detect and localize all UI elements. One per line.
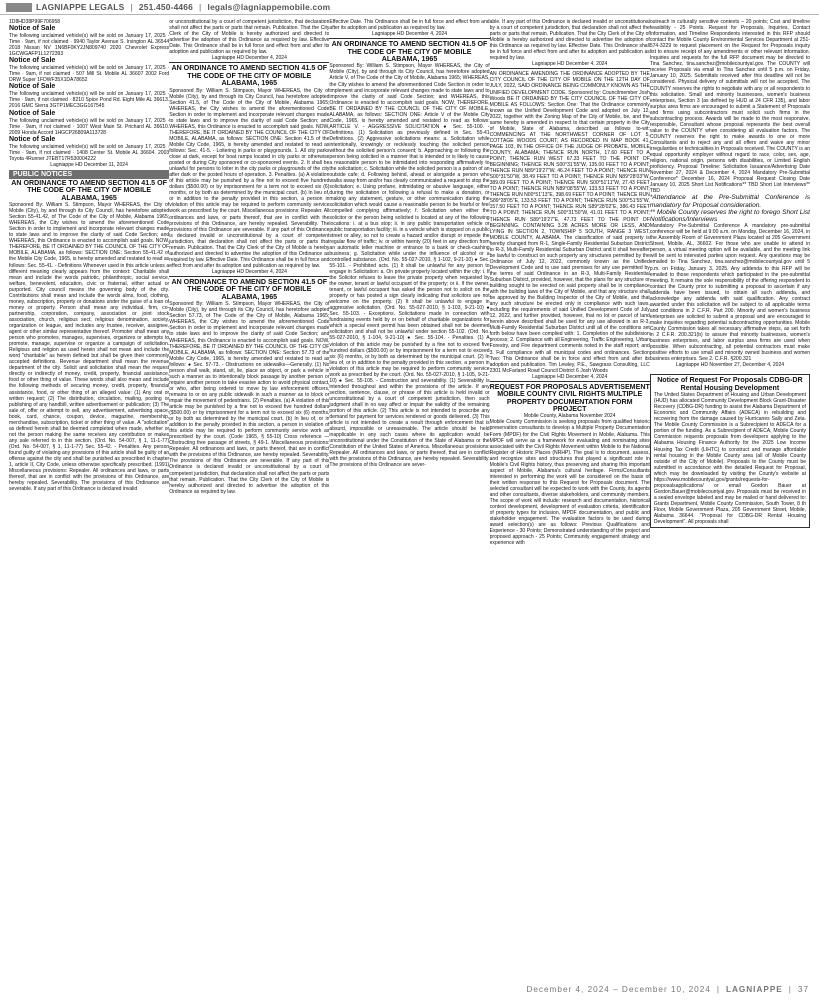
ordinance-body: Sponsored By: William S. Stimpson, Mayor WHEREAS, the City of Mobile (City), by and through its City Council, has heretofore adopted Section 41.5, of The Code of the City of Mobile, Alabama 1965; WHEREAS, the City wishes to amend the aforementioned Code Section in order to implement and incorporate relevant changes made to state laws and to improve the clarity of said Code Section; and WHEREAS, this Ordinance is enacted to accomplish said goals. NOW, THEREFORE, BE IT ORDAINED BY THE COUNCIL OF THE CITY OF MOBILE, ALABAMA, as follows: SECTION ONE: Section 41.5 of the Mobile City Code, 1965, is hereby amended and restated to read as follows: Sec. 41-5. - Loitering in parks or playgrounds. 1. All city parks close at dark, except for boat ramps located in city parks or otherwise posted or during City sponsored or co-sponsored events. 2. It shall be unlawful for persons to loiter in the city parks or playgrounds of the city after dark or the posted hours of operation. 3. Penalties. (a) A violation of this article may be punished by a fine not to exceed five hundred dollars ($500.00) or by imprisonment for a term not to exceed six (6) months, or by both as determined by the municipal court. (b) In lieu of, or in addition to the penalty provided in this section, a person in violation of this article may be required to perform community service work as prescribed by the court. Miscellaneous provisions: Repealer. All ordinances and laws, or parts thereof, that are in conflict with the provisions of this Ordinance, are hereby repealed. Severability. The provisions of this Ordinance are severable. If any part of this Ordinance is declared invalid or unconstitutional by a court of competent jurisdiction, that declaration shall not affect the parts or parts that remain. Publication. That the City Clerk of the City of Mobile is hereby authorized and directed to advertise the adoption of this Ordinance as required by law. Effective Date. This Ordinance shall be in full force and effect from and after its adoption and publication as required by law. [169,87,330,269]
ordinance-body: Sponsored By: William S. Stimpson, Mayor WHEREAS, the City of Mobile (City), by and through its City Council, has heretofore adopted Section 57.73, of The Code of the City of Mobile, Alabama 1965; WHEREAS, the City wishes to amend the aforementioned Code Section in order to implement and incorporate relevant changes made to state laws and to improve the clarity of said Code Section; and WHEREAS, this Ordinance is enacted to accomplish said goals. NOW, THEREFORE, BE IT ORDAINED BY THE COUNCIL OF THE CITY OF MOBILE, ALABAMA, as follows: SECTION ONE: Section 57.73 of the Mobile City Code, 1965, is hereby amended and restated to read as follows: ● Sec. 57-73. - Obstructions on sidewalks—Generally. (1) No person shall walk, stand, sit, lie, place an object, or park a vehicle in such a manner as to intentionally block passage by another person or require another person to take evasive action to avoid physical contact, or who, after being ordered to move by law enforcement officers, remains to or on any public sidewalk in such a manner as to block or impair the movement of pedestrians. (2) Penalties. (a) A violation of this article may be punished by a fine not to exceed five hundred dollars ($500.00) or by imprisonment for a term not to exceed six (6) months, or by both as determined by the municipal court. (b) In lieu of, or in addition to the penalty provided in this section, a person in violation of this article may be required to perform community service work as prescribed by the court. (Code 1965, § 55-10) Cross reference — Obstructing free passage of streets, § 49-1. Miscellaneous provisions: Repealer. All ordinances and laws, or parts thereof, that are in conflict with the provisions of this Ordinance, are hereby repealed. Severability. The provisions of this Ordinance are severable. If any part of this Ordinance is declared invalid or unconstitutional by a court of competent jurisdiction, that declaration shall not affect the parts or parts that remain. Publication. That the City Clerk of the City of Mobile is hereby authorized and directed to advertise the adoption of this Ordinance as required by law. [169,301,330,495]
publication-signature: Lagniappe HD December 4, 2024 [371,31,448,38]
cdbg-notice-body: The United States Department of Housing and Urban Development (HUD) has allocated Community Development Block Grant-Disaster Recovery (CDBG-DR) funding to assist the Alabama Department of Economic and Community Affairs (ADECA) in rebuilding and recovering from the damage caused by Hurricanes Sally and Zeta. The Mobile County Commission is a Subrecipient to ADECA for a portion of the funding. As a Subrecipient of ADECA, Mobile County Commission requests proposals from developers applying to the Alabama Housing Finance Authority for the 2025 Low Income Housing Tax Credit (LIHTC) to construct and manage affordable rental housing in the Mobile County area (all of Mobile County outside of the City of Mobile). Proposals to the County must be submitted in accordance with the detailed Request for Proposal, which may be downloaded by visiting the County's website at https://www.mobilecountyal.gov/grants/requests-for-proposalsapplications/ or email Gordon Bauer at Gordon.Bauer@mobilecountyal.gov. Proposals must be received in a sealed envelope labeled and may be mailed or hand delivered to: Grants Department, Mobile County Commission, South Tower, 8 th Floor, Mobile Government Plaza, 205 Government Street, Mobile, Alabama 36644. "Proposal for CDBG-DR Rental Housing Development". All proposals shall [653,392,807,526]
header-email[interactable]: legals@lagniappemobile.com [207,2,331,12]
column-1 [9,19,169,981]
zoning-ordinance-body: AN ORDINANCE AMENDING THE ORDINANCE ADOPTED BY THE CITY COUNCIL OF THE CITY OF MOBILE ON THE 12TH DAY OF JULY, 2022, SAID ORDINANCE BEING COMMONLY KNOWN AS THE UNIFIED DEVELOPMENT CODE. Sponsored by: Councilmember Josh Woods BE IT ORDAINED BY THE CITY COUNCIL OF THE CITY OF MOBILE AS FOLLOWS: Section One: That the Ordinance commonly known as the Unified Development Code and adopted on July 12, 2022, together with the Zoning Map of the City of Mobile, be, and the same hereby is amended in respect to that certain property in the City of Mobile, State of Alabama, described as follows to-wit: COMMENCING AT THE NORTHWEST CORNER OF LOT 5, COTTAGE WOODS COURT, AS RECORDED IN MAP BOOK 41, PAGE 103, IN THE OFFICE OF THE JUDGE OF PROBATE, MOBILE COUNTY, ALABAMA; THENCE RUN NORTH, 17.60 FEET TO A POINT; THENCE RUN WEST 67.33 FEET TO THE POINT OF BEGINNING; THENCE RUN S00°31'55"W, 135.00 FEET TO A POINT; THENCE RUN N89°19'27"W, 46.24 FEET TO A POINT; THENCE RUN S00°31'50"W, 38.49 FEET TO A POINT; THENCE RUN N89°28'03"W, 389.09 FEET TO A POINT; THENCE RUN S00°51'11"W, 27.43 FEET TO A POINT; THENCE RUN N89°08'55"W, 133.53 FEET TO A POINT; THENCE RUN N00°51'13"E, 398.69 FEET TO A POINT; THENCE RUN S89°28'05"E, 133.53 FEET TO A POINT; THENCE RUN S00°51'55"W, 157.50 FEET TO A POINT; THENCE RUN S89°28'02"E, 386.43 FEET TO A POINT; THENCE RUN S00°31'50"W, 41.01 FEET TO A POINT; THENCE RUN S89°19'27"E, 47.73 FEET TO THE POINT OF BEGINNING. CONTAINING 3.28 ACRES MORE OR LESS, AND LYING IN SECTION 2, TOWNSHIP 5 SOUTH, RANGE 3 WEST, MOBILE COUNTY, ALABAMA. The classification of said property is hereby changed from R-1, Single-Family Residential Suburban District to R-3, Multi-Family Residential Suburban District and it shall hereafter be lawful to construct on such property any structures permitted by the Ordinance of July 12, 2022, commonly known as the Unified Development Code and to use said premises for any use permitted by the terms of said Ordinance in an R-3, Multi-Family Residential Suburban District, provided, however, that the plans for any structure or building sought to be erected on said property shall be in compliance with the building laws of the City of Mobile, and that any structure shall be approved by the Building Inspector of the City of Mobile, and that any such structure be erected only in compliance with such laws, including the requirements of said Unified Development Code of July 12, 2022, and further provided, however, that no lot or parcel of land herein above described shall be used for any use allowed in an R-3, Multi-Family Residential Suburban District until all of the conditions set forth below have been complied with: 1. Completion of the subdivision process; 2. Compliance with all Engineering, Traffic Engineering, Urban Forestry, and Fire department comments noted in the staff report; and 3. Full compliance with all municipal codes and ordinances. Section Two: This Ordinance shall be in force and effect from and after its adoption and publication. Tim Lewley, P.E., Sawgrass Consulting, LLC 2301 McFarland Road Council District 6 Josh Woods [489,71,650,374]
notice-of-sale-body: The following unclaimed vehicle(s) will be sold on January 17, 2025 · Time · 9am, if not claimed · 8210 Spice Pond Rd. Eight Mile AL 36613. 2016 GMC Sierra 3GTP1MEC3GG167545 [9,91,170,110]
rfp-subtitle: Mobile County, Alabama November 2024 [523,413,616,420]
divider [329,38,489,39]
notice-of-sale-title: Notice of Sale [9,57,56,65]
rfp-continuation: outreach in culturally sensitive contexts – 20 points; Cost and timeline feasibility - 25 Points. Request for Proposals, Inquiries, Contact Information, and Timeline Respondents interested in this RFP should contact the Mobile County Environmental Services Department at 251-574-3229 to request placement on the Request for Proposals inquiry list to ensure receipt of any amendments or other relevant information. Inquiries and requests for the full RFP document may be directed to Tina Sanchez, tina.sanchez@mobilecountyal.gov. The COUNTY will receive Proposals via email to Tina Sanchez until 5 p.m. on Friday, January 10, 2025. Submittals received after this deadline will not be considered. Physical delivery of submittals will not be accepted. The COUNTY reserves the rights to negotiate with any or all respondents to this solicitation. Small and minority businesses, women's business enterprises, Section 3 (as defined by HUD at 24 CFR 135), and labor surplus area firms are encouraged to submit a Statement of Proposals and firms using subcontractors must solicit such firms in the subcontracting process. Awards will be made to the most responsive, responsible, Consultant whose proposal represents the best overall value to the COUNTY when considering all evaluation factors. The COUNTY reserves the right to make awards to one or more Consultants and to reject any and all offers and waive any minor irregularities or technicalities in Proposals received. The COUNTY is an equal opportunity employer without regard to race, color, sex, age, religion, national origin, persons with disabilities, or Limited English proficiency. Proposal Timeline: Solicitation Issuance/Advertising Date November 27, 2024 & December 4, 2024 Mandatory Pre-Submittal Conference* December 16, 2024 Proposal Request Closing Date January 10, 2025 Short List Notifications** TBD Short List Interviews** TBD [649,19,811,195]
divider [490,68,650,69]
rfp-body: Mobile County Commission is seeking proposals from qualified historic preservation consultants to develop a Multiple Property Documentation Form (MPDF) for the Civil Rights Movement in Mobile, Alabama. This MPDF will serve as a framework for evaluating and nominating sites associated with the Civil Rights Movement within Mobile to the National Register of Historic Places (NRHP). The goal is to document, assess, and recognize sites and structures that played a significant role in Mobile's Civil Rights history, thus preserving and sharing this important aspect of Mobile, Alabama's cultural heritage. Firms/Consultants interested in performing the work will be considered on the basis of their written response to this Request for Proposals document. The selected consultant will be expected to work with the County, its agents and other consultants, diverse stakeholders, and community members. The scope of work will include: research and documentation, historical context development, development of evaluation criteria, identification of property types for inclusion, MPDF documentation, and public and stakeholder engagement. The evaluation factors to be used during award selection(s) are as follows: Previous Qualifications and Experience - 30 Points; Demonstrated understanding of the project and proposed approach - 25 Points; Community engagement strategy and experience with [489,419,650,547]
footer-separator: | [716,985,720,994]
notice-of-sale-body: The following unclaimed vehicle(s) will be sold on January 17, 2025 · Time · 9am, if not claimed · 1007 West Main St. Prichard AL 36610. 2009 Honda Accord 1HGCP26809A113728 [9,117,170,136]
ordinance-body: Sponsored By: William S. Stimpson, Mayor WHEREAS, the City of Mobile (City), by and through its City Council, has heretofore adopted Article V, of The Code of the City of Mobile, Alabama 1965; WHEREAS, the City wishes to amend the aforementioned Code Section in order to implement and incorporate relevant changes made to state laws and to improve the clarity of said Code Section; and WHEREAS, this Ordinance is enacted to accomplish said goals. NOW, THEREFORE, BE IT ORDAINED BY THE COUNCIL OF THE CITY OF MOBILE, ALABAMA, as follows: SECTION ONE: Article V of the Mobile City Code, 1965, is hereby amended and restated to read as follows: ARTICLE V. - AGGRESSIVE SOLICITATION ● Sec. 55-100. - Definitions. (1) Solicitation as previously defined in Sec. 55-41 Definitions. (2) Aggressive solicitations means: a. Solicitation while intentionally, knowingly or recklessly touching the solicited person without the solicited person's consent; b. Approaching or following the person being solicited in a manner that is intended or is likely to cause a reasonable person to be intimidated into responding affirmatively to the solicitation; c. Solicitation while the solicited person is a patron of an outside cafe; d. Following behind, ahead or alongside a person who walks away from and/or has clearly communicated a request to stop the solicitation; e. Using profane, intimidating or abusive language, either during the solicitation or following a refusal to make a donation, or making any statement, gesture, or other communication during the solicitation which would cause a reasonable person to be fearful or feel compelled complying affirmatively; f. Solicitation when either the solicitor or the person being solicited is located at any of the following locations: i. at a bus stop; ii. in any public transportation vehicle or public transportation facility; iii. in a vehicle which is stopped on a public street or alley, so not to create a hazard and/or disrupt or impede the regular flow of traffic; iv. or within twenty (20) feet in any direction from an automatic teller machine or entrance to a bank or check-cashing business; g. Solicitation while under the influence of alcohol or a controlled substance. (Ord. No. 55-027-2010, § 1-102, 9-21-10) ● Sec. 55-101. - Prohibited acts. (1) It shall be unlawful for any person to engage in Solicitation: a. On private property located within the city: i. If the Solicitor refuses to leave the private property when requested by the owner, tenant or lawful occupant of the property; or ii. If the owner, tenant, or lawful occupant has asked the person not to solicit on the property or has posted a sign clearly indicating that solicitors are not welcome on the property. (2) It shall be unlawful to engage in aggressive solicitation. (Ord. No. 55-027-2010, § 1-103, 9-21-10) ● Sec. 55-103. - Exceptions. Solicitations made in connection with fundraising events held by or on behalf of charitable organizations for which a special event permit has been obtained shall not be deemed solicitation and shall not be unlawful under section 55-102. (Ord. No. 55-027-2010, § 1-104, 9-21-10) ● Sec. 55-104. - Penalties. (1) A violation of this article may be punished by a fine not to exceed five hundred dollars ($500.00) or by imprisonment for a term not to exceed six (6) months, or by both as determined by the municipal court. (2) In lieu of, or in addition to the penalty provided in this section, a person in violation of this article may be required to perform community service work as prescribed by the court. (Ord. No. 55-027-2010, § 1-105, 9-21-10) ● Sec. 55-105. - Construction and severability. (1) Severability is intended throughout and within the provisions of the article. If any section, sentence, clause, or phrase of this article is held invalid or unconstitutional by a court of competent jurisdiction, then such judgment shall in no way affect or impair the validity of the remaining portion of this article. (2) This article is not intended to proscribe any demand for payment for services rendered or goods delivered. (3) This article is not intended to create a result through enforcement that is absurd, impossible or unreasonable. The article should be held inapplicable in any such cases where its application would be unconstitutional under the Constitution of the State of Alabama or the Constitution of the United States of America. Miscellaneous provisions: Repealer. All ordinances and laws, or parts thereof, that are in conflict with the provisions of this Ordinance, are hereby repealed. Severability. The provisions of this Ordinance are sever- [329,63,490,469]
column-2 [169,19,329,981]
divider [169,276,329,277]
ordinance-title: AN ORDINANCE TO AMEND SECTION 41.5 OF THE CODE OF THE CITY OF MOBILE ALABAMA, 1965 [171,278,328,301]
ordinance-title: AN ORDINANCE TO AMEND SECTION 41.5 OF THE CODE OF THE CITY OF MOBILE ALABAMA, 1965 [331,40,488,63]
ordinance-continuation: Effective Date. This Ordinance shall be in full force and effect from and after its adoption and publication as required by law. [329,19,490,32]
cdbg-notice-box [650,374,810,528]
ordinance-title: AN ORDINANCE TO AMEND SECTION 41.5 OF THE CODE OF THE CITY OF MOBILE ALABAMA, 1965 [171,64,328,88]
notice-of-sale-title: Notice of Sale [9,135,56,143]
header-phone: 251.450-4466 [138,2,193,12]
notice-of-sale-body: The following unclaimed vehicle(s) will be sold on January 17, 2025 · Time · 9am, if not claimed · 9940 Taylor Avenue S. Irvington AL 36544 2018 Nissan NV 1N6BF0KY2JN809740 2020 Chevrolet Express 1GCWGAFP1L1272393 [9,33,170,58]
footer-dates: December 4, 2024 – December 10, 2024 [526,985,711,994]
rfp-note-shortlist: ** Mobile County reserves the right to forego Short List Notifications/Interviews [649,208,811,223]
ordinance-body: Sponsored By: William S. Stimpson, Mayor WHEREAS, the City of Mobile (City), by and through its City Council, has heretofore adopted Section 55-41.42, of The Code of the City of Mobile, Alabama 1965; WHEREAS, the City wishes to amend the aforementioned Code Section in order to implement and incorporate relevant changes made to state laws and to improve the clarity of said Code Section; and WHEREAS, this Ordinance is enacted to accomplish said goals. NOW, THEREFORE, BE IT ORDAINED BY THE COUNCIL OF THE CITY OF MOBILE, ALABAMA, as follows: SECTION ONE: Section 55-41.42 of the Mobile City Code, 1965, is hereby amended and restated to read as follows: Sec. 55-41. - Definitions Whenever used in this article unless a different meaning clearly appears from the context: Charitable shall mean and include the words patriotic, philanthropic, social service, welfare, benevolent, education, civic or fraternal, either actual or purported. City council means the governing body of the city. Contributions shall mean and include the words alms, food, clothing, money, subscription, property or donations under the guise of a loan of money or property. Person shall mean any individual, firm, co-partnership, corporation, company, association or joint stock association, church, religious sect, religious denomination, society, organization or league, and includes any trustee, receiver, assignee, agent or other similar representative thereof. Promoter shall mean any person who promotes, manages, supervises, organizes or attempts to promote, manage, supervise or organize a campaign of solicitation. Religious and religion as used herein shall not mean and include the word "charitable" as herein defined but shall be given their commonly accepted definitions. Revenue department shall mean the revenue department of the city. Solicit and solicitation shall mean the request directly or indirectly of money, credit, property, financial assistance, food or other thing of value. These words shall also mean and include the following methods of securing money, credit, property, financial assistance, food, or other thing of an alleged value: (1) Any oral or written request; (2) The distribution, circulation, mailing, posting or publishing of any handbill, written advertisement or publication; (3) The sale of, offer or attempt to sell, any advertisement, advertising space, book, card, chance, coupon, device, magazine, membership, merchandise, subscription, ticket or other thing of value. A "solicitation" as defined herein shall be deemed completed when made, whether or not the person making the same receives any contribution or makes any sale referred to in this section. (Ord. No. 54-007, § 1, 11-1-77) (Ord. No. 54-007, § 1, 11-1-77) Sec. 55-42. - Penalties. Any person found guilty of violating any provisions of this article shall be guilty of an offense against the city and shall be punished as prescribed in chapter 1, article II, City Code, unless otherwise specifically prescribed. (1991) Miscellaneous provisions: Repealer. All ordinances and laws, or parts thereof, that are in conflict with the provisions of this Ordinance, are hereby repealed. Severability. The provisions of this Ordinance are severable. If any part of this Ordinance is declared invalid [9,202,170,493]
notice-of-sale-title: Notice of Sale [9,109,56,117]
header-separator: | [199,2,202,12]
header-brand: LAGNIAPPE LEGALS [36,2,125,12]
publication-signature: Lagniappe HD December 4, 2024 [532,61,608,68]
publication-signature: Lagniappe HD November 27, December 4, 2024 [675,362,785,369]
vin-line: 1D8HD38P99F706958 [9,19,61,25]
rfp-title: REQUEST FOR PROPOSALS ADVERTISEMENT MOBILE COUNTY CIVIL RIGHTS MULTIPLE PROPERTY DOCUMENTATION FORM PROJECT [489,382,650,413]
ordinance-title: AN ORDINANCE TO AMEND SECTION 41.5 OF THE CODE OF THE CITY OF MOBILE ALABAMA, 1965 [11,178,167,202]
notice-of-sale-title: Notice of Sale [9,83,56,91]
footer-separator: | [788,985,792,994]
column-5 [650,19,810,981]
header-marker [6,3,32,12]
divider [169,62,329,63]
rfp-continuation: Mandatory Pre-Submittal Conference A mandatory pre-submittal conference will be held at 9:00 a.m. on Monday, December 16, 2024, in the Assembly Room of Government Plaza located at 205 Government Street, Mobile, AL, 36602. For those who are unable to attend in person, a virtual meeting option will be available, and the meeting link will be sent to interested parties upon request. Any questions may be emailed to Tina Sanchez, tina.sanchez@mobilecountyal.gov until 5 p.m. on Friday, January 3, 2025. Any addenda to this RFP will be emailed to those respondents which participated in the pre-submittal meeting. It remains the sole responsibility of the offering respondent to contact the County prior to submitting a proposal to ascertain if any addenda have been issued, to obtain all such addenda, and acknowledge any addenda with said qualification. Any contract awarded under this solicitation will be subject to all applicable terms and conditions in 2 C.F.R. Part 200. Minority and women's business enterprises are solicited to submit a proposal and are encouraged to make inquiries regarding potential subcontracting opportunities. Mobile County Commission takes all necessary affirmative steps, as set forth in 2 C.F.R. 200.321(b) to assure that minority businesses, women's business enterprises, and labor surplus area firms are used when possible. When subcontracting, all potential contractors must make positive efforts to use small and minority owned business and women business enterprises. See 2. C.F.R. §200.321 [649,223,811,363]
divider [490,381,650,382]
cdbg-notice-title: Notice of Request For Proposals CDBG-DR Rental Housing Development [657,376,803,392]
notice-of-sale-body: The following unclaimed vehicle(s) will be sold on January 17, 2025 · Time · 9am, if not claimed · 507 Mill St. Mobile AL 36607 2002 Ford DRW Super 1FDWF35X1DA78652 [9,65,170,84]
page-footer [526,985,809,994]
page-number: 37 [797,985,809,994]
ordinance-continuation: or unconstitutional by a court of competent jurisdiction, that declaration shall not affect the parts or parts that remain. Publication. That the City Clerk of the City of Mobile is hereby authorized and directed to advertise the adoption of this Ordinance as required by law. Effective Date. This Ordinance shall be in full force and effect from and after its adoption and publication as required by law. [169,19,330,56]
notice-of-sale-body: The following unclaimed vehicle(s) will be sold on January 17, 2025 · Time · 9am, if not claimed · 1408 Center St. Mobile AL 36604. 2003 Toyota 4Runner JTEBT17R530004222 [9,143,170,162]
header-separator: | [130,2,133,12]
page-header [0,0,819,15]
publication-signature: Lagniappe HD December 4, 2024 [532,373,608,380]
publication-signature: Lagniappe HD December 4, 2024 [211,55,287,62]
footer-brand: LAGNIAPPE [725,985,783,994]
notice-of-sale-title: Notice of Sale [9,25,56,33]
legal-notices-page [9,19,810,981]
publication-signature: Lagniappe HD December 11, 2024 [50,161,128,168]
section-banner-public-notices: PUBLIC NOTICES [9,170,169,179]
publication-signature: Lagniappe HD December 4, 2024 [211,268,287,275]
column-3 [329,19,489,981]
rfp-note-attendance: *Attendance at the Pre-Submittal Conference is mandatory for Proposal consideration. [649,194,811,209]
ordinance-continuation: able. If any part of this Ordinance is declared invalid or unconstitutional by a court of competent jurisdiction, that declaration shall not affect the parts or parts that remain. Publication. That the City Clerk of the City of Mobile is hereby authorized and directed to advertise the adoption of this Ordinance as required by law. Effective Date. This Ordinance shall be in full force and effect from and after its adoption and publication as required by law. [489,19,650,62]
column-4 [490,19,650,981]
